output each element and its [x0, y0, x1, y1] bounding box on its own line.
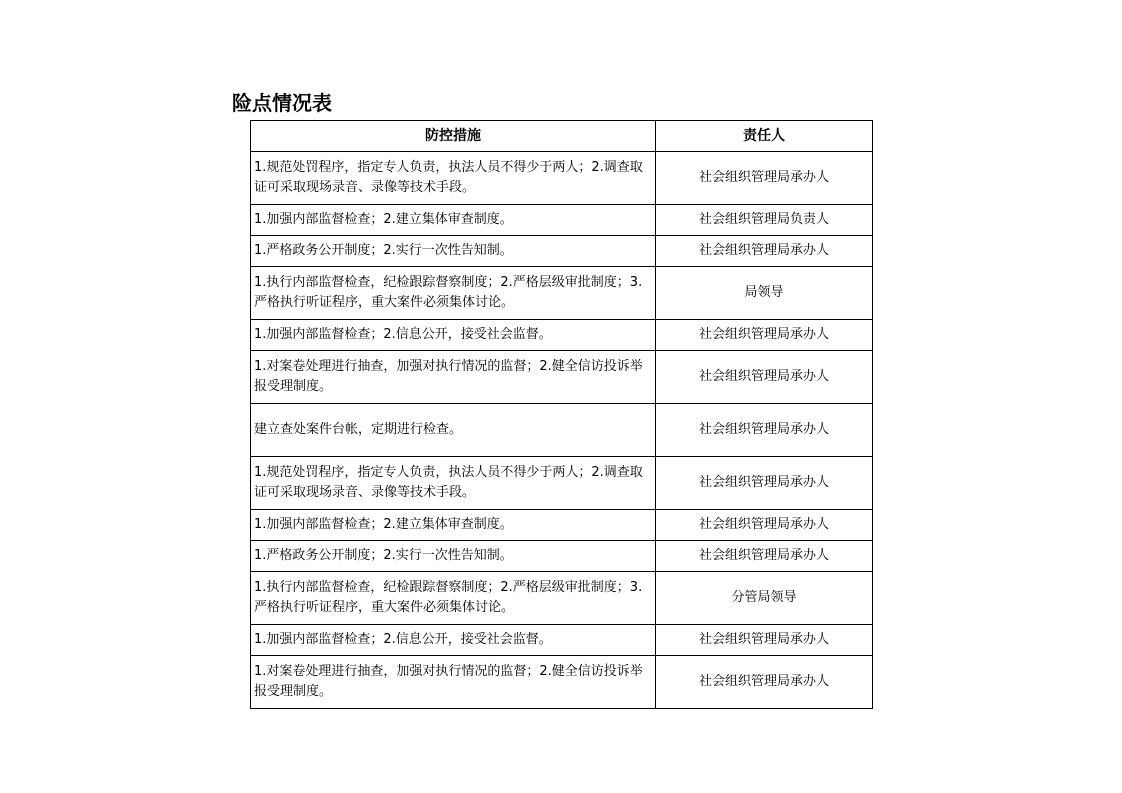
- measure-cell: 1.加强内部监督检查；2.建立集体审查制度。: [251, 205, 656, 236]
- measure-cell: 1.对案卷处理进行抽查，加强对执行情况的监督；2.健全信访投诉举报受理制度。: [251, 351, 656, 404]
- measure-cell: 1.规范处罚程序，指定专人负责，执法人员不得少于两人；2.调查取证可采取现场录音、录像等技术手段。: [251, 152, 656, 205]
- measure-cell: 建立查处案件台帐，定期进行检查。: [251, 404, 656, 457]
- owner-cell: 社会组织管理局承办人: [656, 457, 873, 510]
- table-row: [251, 351, 873, 404]
- table-row: [251, 625, 873, 656]
- owner-cell: 局领导: [656, 267, 873, 320]
- table-row: [251, 510, 873, 541]
- table-row: [251, 404, 873, 457]
- owner-cell: 社会组织管理局承办人: [656, 236, 873, 267]
- column-header-owner: 责任人: [656, 121, 873, 152]
- table-row: [251, 236, 873, 267]
- owner-cell: 社会组织管理局承办人: [656, 541, 873, 572]
- measure-cell: 1.严格政务公开制度；2.实行一次性告知制。: [251, 541, 656, 572]
- risk-control-table: [250, 120, 873, 709]
- owner-cell: 社会组织管理局承办人: [656, 320, 873, 351]
- measure-cell: 1.执行内部监督检查，纪检跟踪督察制度；2.严格层级审批制度；3.严格执行听证程序，重大案件必须集体讨论。: [251, 572, 656, 625]
- measure-cell: 1.严格政务公开制度；2.实行一次性告知制。: [251, 236, 656, 267]
- column-header-measures: 防控措施: [251, 121, 656, 152]
- measure-cell: 1.加强内部监督检查；2.建立集体审查制度。: [251, 510, 656, 541]
- table-row: [251, 541, 873, 572]
- table-row: [251, 205, 873, 236]
- owner-cell: 社会组织管理局承办人: [656, 351, 873, 404]
- owner-cell: 分管局领导: [656, 572, 873, 625]
- owner-cell: 社会组织管理局承办人: [656, 510, 873, 541]
- owner-cell: 社会组织管理局承办人: [656, 656, 873, 709]
- table-row: [251, 656, 873, 709]
- owner-cell: 社会组织管理局承办人: [656, 625, 873, 656]
- table-row: [251, 320, 873, 351]
- table-row: [251, 457, 873, 510]
- owner-cell: 社会组织管理局承办人: [656, 404, 873, 457]
- table-header-row: [251, 121, 873, 152]
- measure-cell: 1.执行内部监督检查，纪检跟踪督察制度；2.严格层级审批制度；3.严格执行听证程序，重大案件必须集体讨论。: [251, 267, 656, 320]
- measure-cell: 1.加强内部监督检查；2.信息公开，接受社会监督。: [251, 625, 656, 656]
- measure-cell: 1.规范处罚程序，指定专人负责，执法人员不得少于两人；2.调查取证可采取现场录音、录像等技术手段。: [251, 457, 656, 510]
- measure-cell: 1.加强内部监督检查；2.信息公开，接受社会监督。: [251, 320, 656, 351]
- owner-cell: 社会组织管理局承办人: [656, 152, 873, 205]
- table-row: [251, 152, 873, 205]
- page-title: 险点情况表: [232, 91, 332, 115]
- measure-cell: 1.对案卷处理进行抽查，加强对执行情况的监督；2.健全信访投诉举报受理制度。: [251, 656, 656, 709]
- table-row: [251, 572, 873, 625]
- table-row: [251, 267, 873, 320]
- owner-cell: 社会组织管理局负责人: [656, 205, 873, 236]
